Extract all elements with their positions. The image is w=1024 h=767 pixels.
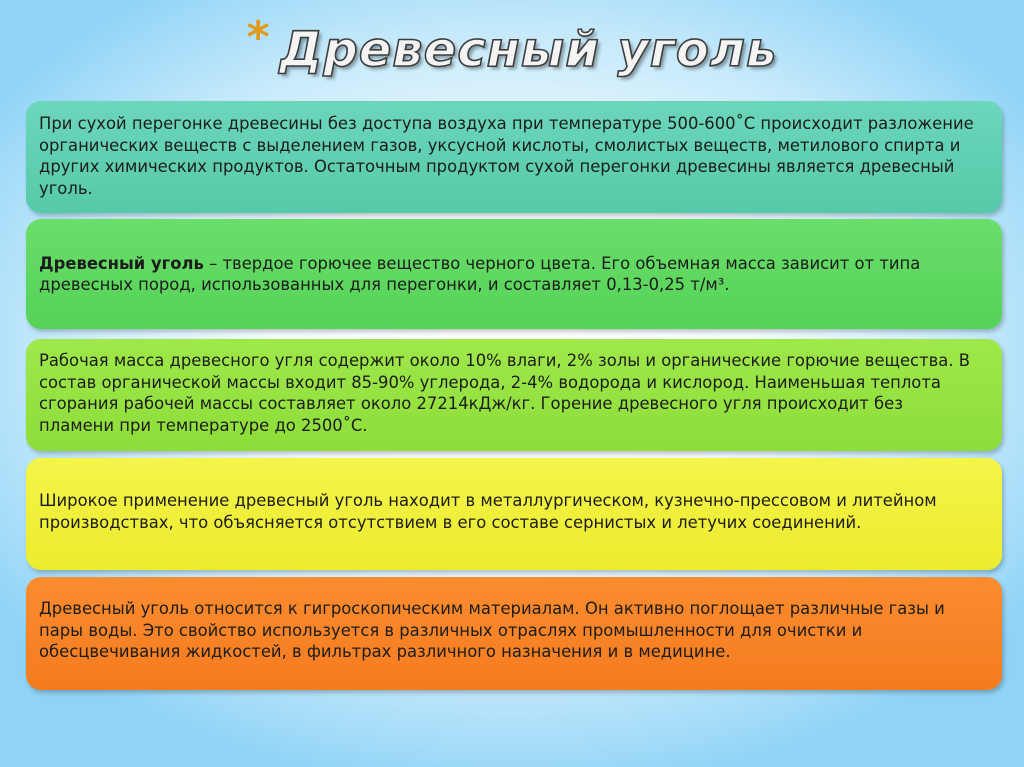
info-block-term: Древесный уголь (39, 253, 204, 273)
info-block-text: При сухой перегонке древесины без доступа воздуха при температуре 500-600˚С происходит разложение органических веществ с выделением газов, уксусной кислоты, смолистых веществ, метилового спирта и других химических продуктов. Остаточным продуктом сухой перегонки древесины является древесный уголь. (39, 114, 974, 198)
info-block-hygroscopic (26, 577, 1002, 690)
info-block-dry-distillation (26, 101, 1002, 213)
info-block-paragraph (39, 253, 980, 296)
title-marker-icon: * (246, 12, 270, 63)
info-block-application (26, 458, 1002, 570)
info-block-text: Рабочая масса древесного угля содержит около 10% влаги, 2% золы и органические горючие вещества. В состав органической массы входит 85-90% углерода, 2-4% водорода и кислород. Наименьшая теплота сгорания рабочей массы составляет около 27214кДж/кг. Горение древесного угля происходит без пламени при температуре до 2500˚С. (39, 351, 970, 435)
info-block-text: – твердое горючее вещество черного цвета. Его объемная масса зависит от типа древесных пород, использованных для перегонки, и составляет 0,13-0,25 т/м³. (39, 253, 921, 294)
info-block-text: Широкое применение древесный уголь находит в металлургическом, кузнечно-прессовом и литейном производствах, что объясняется отсутствием в его составе сернистых и летучих соединений. (39, 491, 937, 532)
info-block-composition (26, 339, 1002, 451)
info-block-definition (26, 219, 1002, 329)
info-block-text: Древесный уголь относится к гигроскопическим материалам. Он активно поглощает различные газы и пары воды. Это свойство используется в различных отраслях промышленности для очистки и обесцвечивания жидкостей, в фильтрах различного назначения и в медицине. (39, 599, 945, 662)
title-text: Древесный уголь (279, 22, 778, 78)
slide-title (0, 12, 1024, 88)
